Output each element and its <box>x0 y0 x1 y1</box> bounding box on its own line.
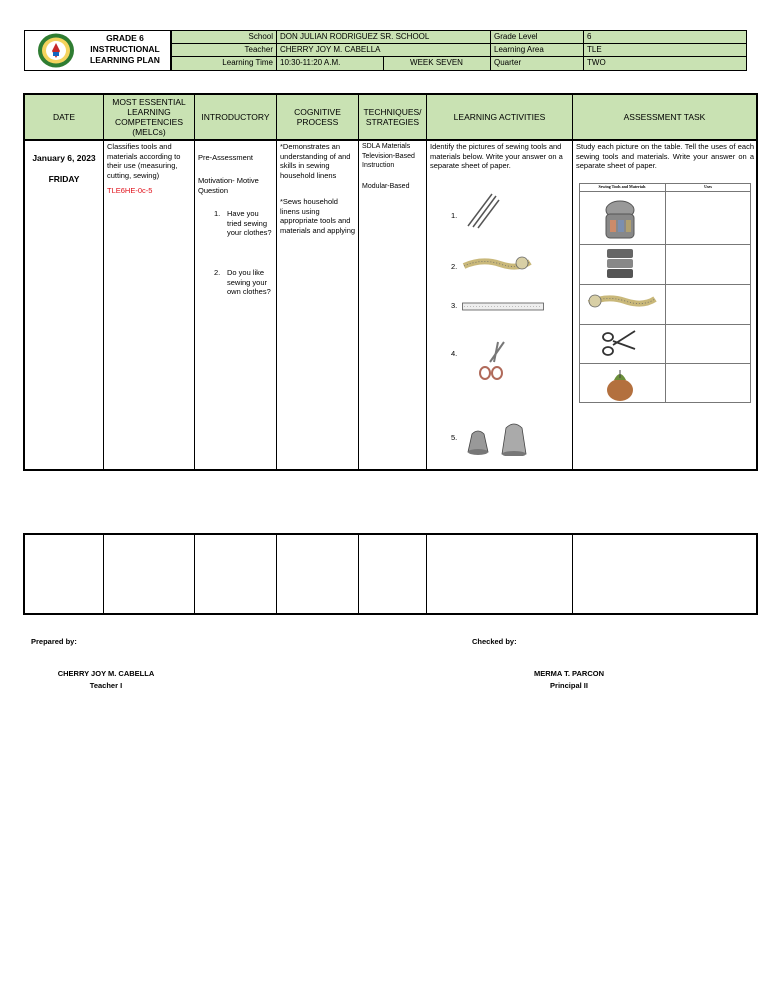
col-header-techniques: TECHNIQUES/ STRATEGIES <box>363 107 422 127</box>
tape-measure-picture <box>462 252 532 279</box>
scissors-small-picture <box>601 327 637 364</box>
ruler-picture <box>462 299 544 317</box>
time-label: Learning Time <box>222 58 273 67</box>
week-value: WEEK SEVEN <box>410 58 463 67</box>
inner-table-header-tools: Sewing Tools and Materials <box>598 184 646 189</box>
grade-value: 6 <box>587 32 592 41</box>
prepared-by-name: CHERRY JOY M. CABELLA <box>57 669 155 678</box>
intro-pre-assessment: Pre-Assessment <box>198 153 254 162</box>
assessment-instructions: Study each picture on the table. Tell the uses of each sewing tools and materials. Write your answer on a separate sheet of paper. <box>576 142 754 170</box>
tape-measure-small-picture <box>587 289 657 316</box>
title-line-3: LEARNING PLAN <box>90 55 160 65</box>
intro-q1-number: 1. <box>214 209 221 218</box>
col-header-introductory: INTRODUCTORY <box>201 112 270 122</box>
plan-title <box>82 33 168 66</box>
melc-code: TLE6HE-0c-5 <box>107 186 153 195</box>
thimbles-picture <box>464 420 534 461</box>
time-value: 10:30-11:20 A.M. <box>280 58 341 67</box>
quarter-value: TWO <box>587 58 606 67</box>
col-header-activities: LEARNING ACTIVITIES <box>453 112 546 122</box>
checked-by-label: Checked by: <box>472 637 517 646</box>
area-value: TLE <box>587 45 602 54</box>
school-value: DON JULIAN RODRIGUEZ SR. SCHOOL <box>280 32 430 41</box>
school-label: School <box>248 32 273 41</box>
title-line-2: INSTRUCTIONAL <box>90 44 160 54</box>
teacher-label: Teacher <box>244 45 273 54</box>
title-line-1: GRADE 6 <box>106 33 144 43</box>
checked-by-title: Principal II <box>550 681 588 690</box>
activities-instructions: Identify the pictures of sewing tools and materials below. Write your answer on a separate sheet of paper. <box>430 142 563 170</box>
blank-table <box>23 533 758 615</box>
technique-1: SDLA Materials Television-Based Instruction <box>362 143 415 169</box>
thread-spools-picture <box>604 246 636 287</box>
lesson-date: January 6, 2023 <box>32 153 96 163</box>
area-label: Learning Area <box>494 45 544 54</box>
intro-motivation: Motivation- Motive Question <box>198 176 259 195</box>
intro-q2: Do you like sewing your own clothes? <box>227 268 271 296</box>
prepared-by-label: Prepared by: <box>31 637 77 646</box>
scissors-picture <box>476 340 508 387</box>
pincushion-picture <box>604 366 636 407</box>
checked-by-name: MERMA T. PARCON <box>534 669 604 678</box>
col-header-date: DATE <box>52 112 76 122</box>
cognitive-item-2: *Sews household linens using appropriate tools and materials and applying <box>280 197 356 235</box>
quarter-label: Quarter <box>494 58 522 67</box>
sewing-box-picture <box>600 198 640 247</box>
melc-text: Classifies tools and materials according to their use (measuring, cutting, sewing) <box>107 142 181 180</box>
activity-item-1-number: 1. <box>451 211 458 220</box>
technique-2: Modular-Based <box>362 183 410 190</box>
school-seal-logo <box>36 32 76 69</box>
intro-q1: Have you tried sewing your clothes? <box>227 209 272 237</box>
prepared-by-title: Teacher I <box>89 681 123 690</box>
cognitive-item-1: *Demonstrates an understanding of and skills in sewing household linens <box>280 142 351 180</box>
activity-item-3-number: 3. <box>451 301 458 310</box>
activity-item-5-number: 5. <box>451 433 458 442</box>
activity-item-2-number: 2. <box>451 262 458 271</box>
col-header-melcs: MOST ESSENTIAL LEARNING COMPETENCIES (MELCs) <box>112 97 186 137</box>
needles-picture <box>462 190 502 235</box>
col-header-assessment: ASSESSMENT TASK <box>623 112 706 122</box>
inner-table-header-uses: Uses <box>704 184 712 189</box>
lesson-day: FRIDAY <box>48 174 80 184</box>
teacher-value: CHERRY JOY M. CABELLA <box>280 45 381 54</box>
intro-q2-number: 2. <box>214 268 221 277</box>
activity-item-4-number: 4. <box>451 349 458 358</box>
col-header-cognitive: COGNITIVE PROCESS <box>294 107 341 127</box>
grade-label: Grade Level <box>494 32 538 41</box>
